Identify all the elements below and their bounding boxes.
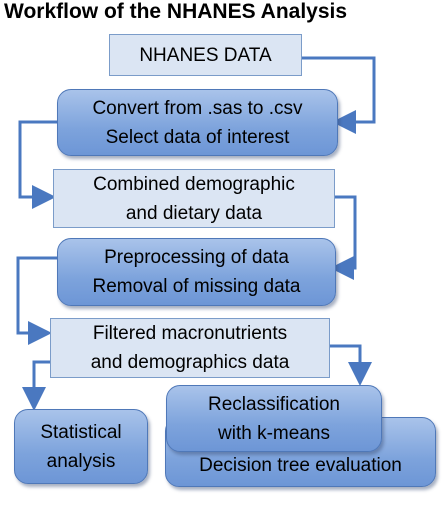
node-preprocessing-line1: Preprocessing of data — [104, 247, 289, 268]
node-combined-line1: Combined demographic — [93, 173, 295, 195]
node-statistical-line1: Statistical — [40, 421, 122, 443]
node-filtered-line2: and demographics data — [90, 352, 290, 373]
node-filtered-line1: Filtered macronutrients — [92, 323, 288, 344]
node-reclassification-line1: Reclassification — [208, 393, 340, 415]
node-convert-line2: Select data of interest — [105, 126, 290, 148]
arrow-combined-to-preprocessing — [334, 197, 355, 268]
node-decision-tree-label: Decision tree evaluation — [199, 455, 402, 476]
node-nhanes-data-label: NHANES DATA — [139, 44, 272, 66]
node-reclassification-line2: with k-means — [218, 422, 330, 444]
node-convert — [57, 89, 338, 156]
node-reclassification — [166, 385, 382, 452]
node-preprocessing-line2: Removal of missing data — [92, 276, 301, 297]
node-statistical — [14, 409, 148, 484]
node-combined — [53, 169, 335, 228]
node-statistical-line2: analysis — [46, 450, 116, 472]
node-combined-line2: and dietary data — [125, 202, 263, 224]
node-preprocessing — [57, 238, 336, 306]
arrow-filtered-to-reclassification — [330, 346, 360, 380]
node-convert-line1: Convert from .sas to .csv — [92, 97, 303, 119]
page-title: Workflow of the NHANES Analysis — [4, 0, 348, 23]
node-nhanes-data — [109, 34, 302, 76]
node-filtered — [50, 318, 330, 378]
